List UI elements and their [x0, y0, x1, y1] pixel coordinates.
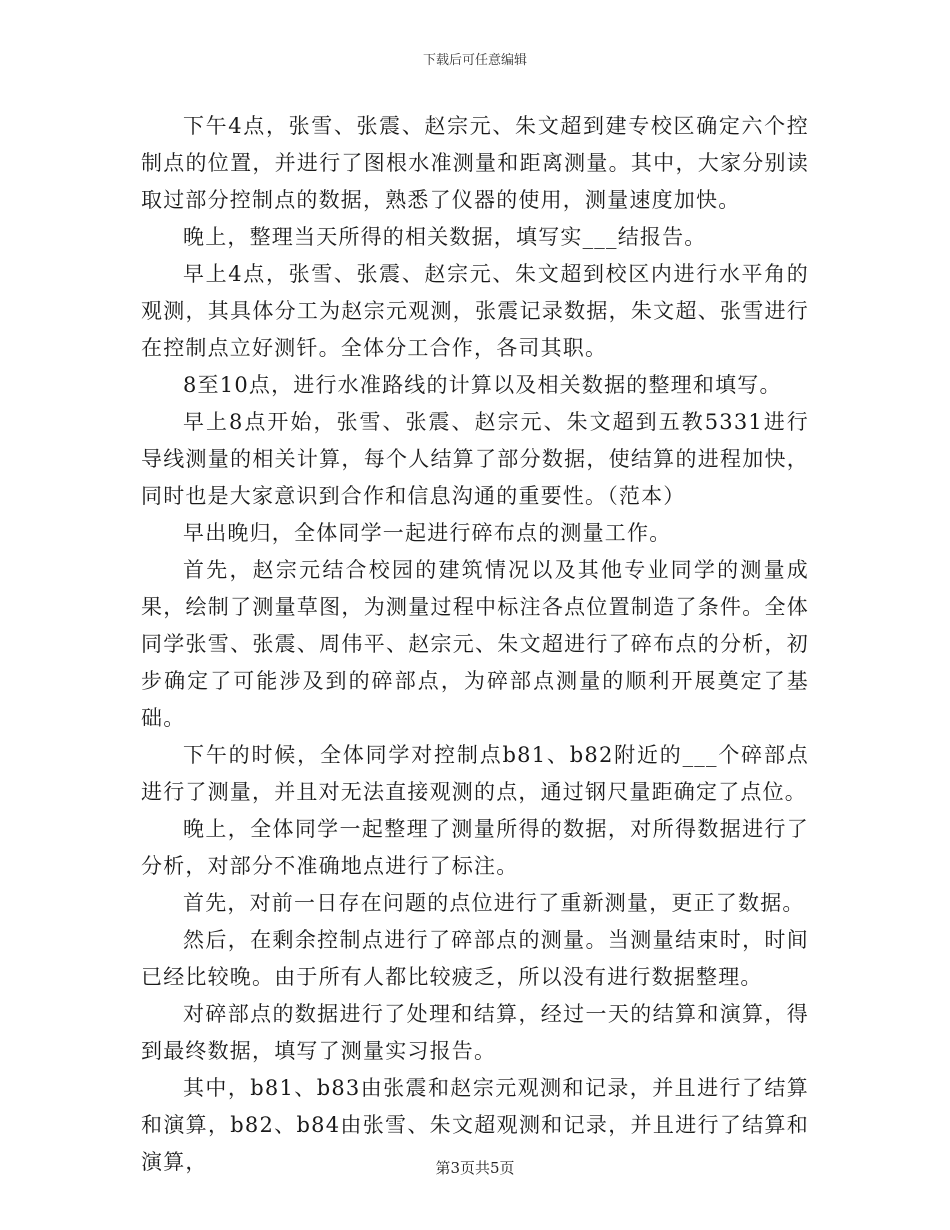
paragraph: 对碎部点的数据进行了处理和结算，经过一天的结算和演算，得到最终数据，填写了测量实习报告。 — [141, 1002, 809, 1063]
paragraph: 首先，赵宗元结合校园的建筑情况以及其他专业同学的测量成果，绘制了测量草图，为测量过程中标注各点位置制造了条件。全体同学张雪、张震、周伟平、赵宗元、朱文超进行了碎布点的分析，初步确定了可能涉及到的碎部点，为碎部点测量的顺利开展奠定了基础。 — [141, 558, 809, 730]
paragraph: 首先，对前一日存在问题的点位进行了重新测量，更正了数据。 — [183, 891, 805, 915]
document-body — [141, 108, 809, 1181]
paragraph: 下午4点，张雪、张震、赵宗元、朱文超到建专校区确定六个控制点的位置，并进行了图根水准测量和距离测量。其中，大家分别读取过部分控制点的数据，熟悉了仪器的使用，测量速度加快。 — [141, 114, 809, 212]
page-number: 第3页共5页 — [435, 1159, 515, 1177]
paragraph: 早出晚归，全体同学一起进行碎布点的测量工作。 — [183, 521, 672, 545]
paragraph: 8至10点，进行水准路线的计算以及相关数据的整理和填写。 — [183, 373, 782, 397]
paragraph: 然后，在剩余控制点进行了碎部点的测量。当测量结束时，时间已经比较晚。由于所有人都比较疲乏，所以没有进行数据整理。 — [141, 928, 809, 989]
paragraph: 早上8点开始，张雪、张震、赵宗元、朱文超到五教5331进行导线测量的相关计算，每个人结算了部分数据，使结算的进程加快，同时也是大家意识到合作和信息沟通的重要性。（范本） — [141, 410, 809, 508]
paragraph: 晚上，全体同学一起整理了测量所得的数据，对所得数据进行了分析，对部分不准确地点进行了标注。 — [141, 817, 809, 878]
paragraph: 晚上，整理当天所得的相关数据，填写实___结报告。 — [183, 225, 707, 249]
paragraph: 其中，b81、b83由张震和赵宗元观测和记录，并且进行了结算和演算，b82、b84由张雪、朱文超观测和记录，并且进行了结算和演算， — [141, 1076, 809, 1174]
page-header: 下载后可任意编辑 — [422, 53, 527, 68]
paragraph: 下午的时候，全体同学对控制点b81、b82附近的___个碎部点进行了测量，并且对无法直接观测的点，通过钢尺量距确定了点位。 — [141, 743, 809, 804]
paragraph: 早上4点，张雪、张震、赵宗元、朱文超到校区内进行水平角的观测，其具体分工为赵宗元观测，张震记录数据，朱文超、张雪进行在控制点立好测钎。全体分工合作，各司其职。 — [141, 262, 809, 360]
